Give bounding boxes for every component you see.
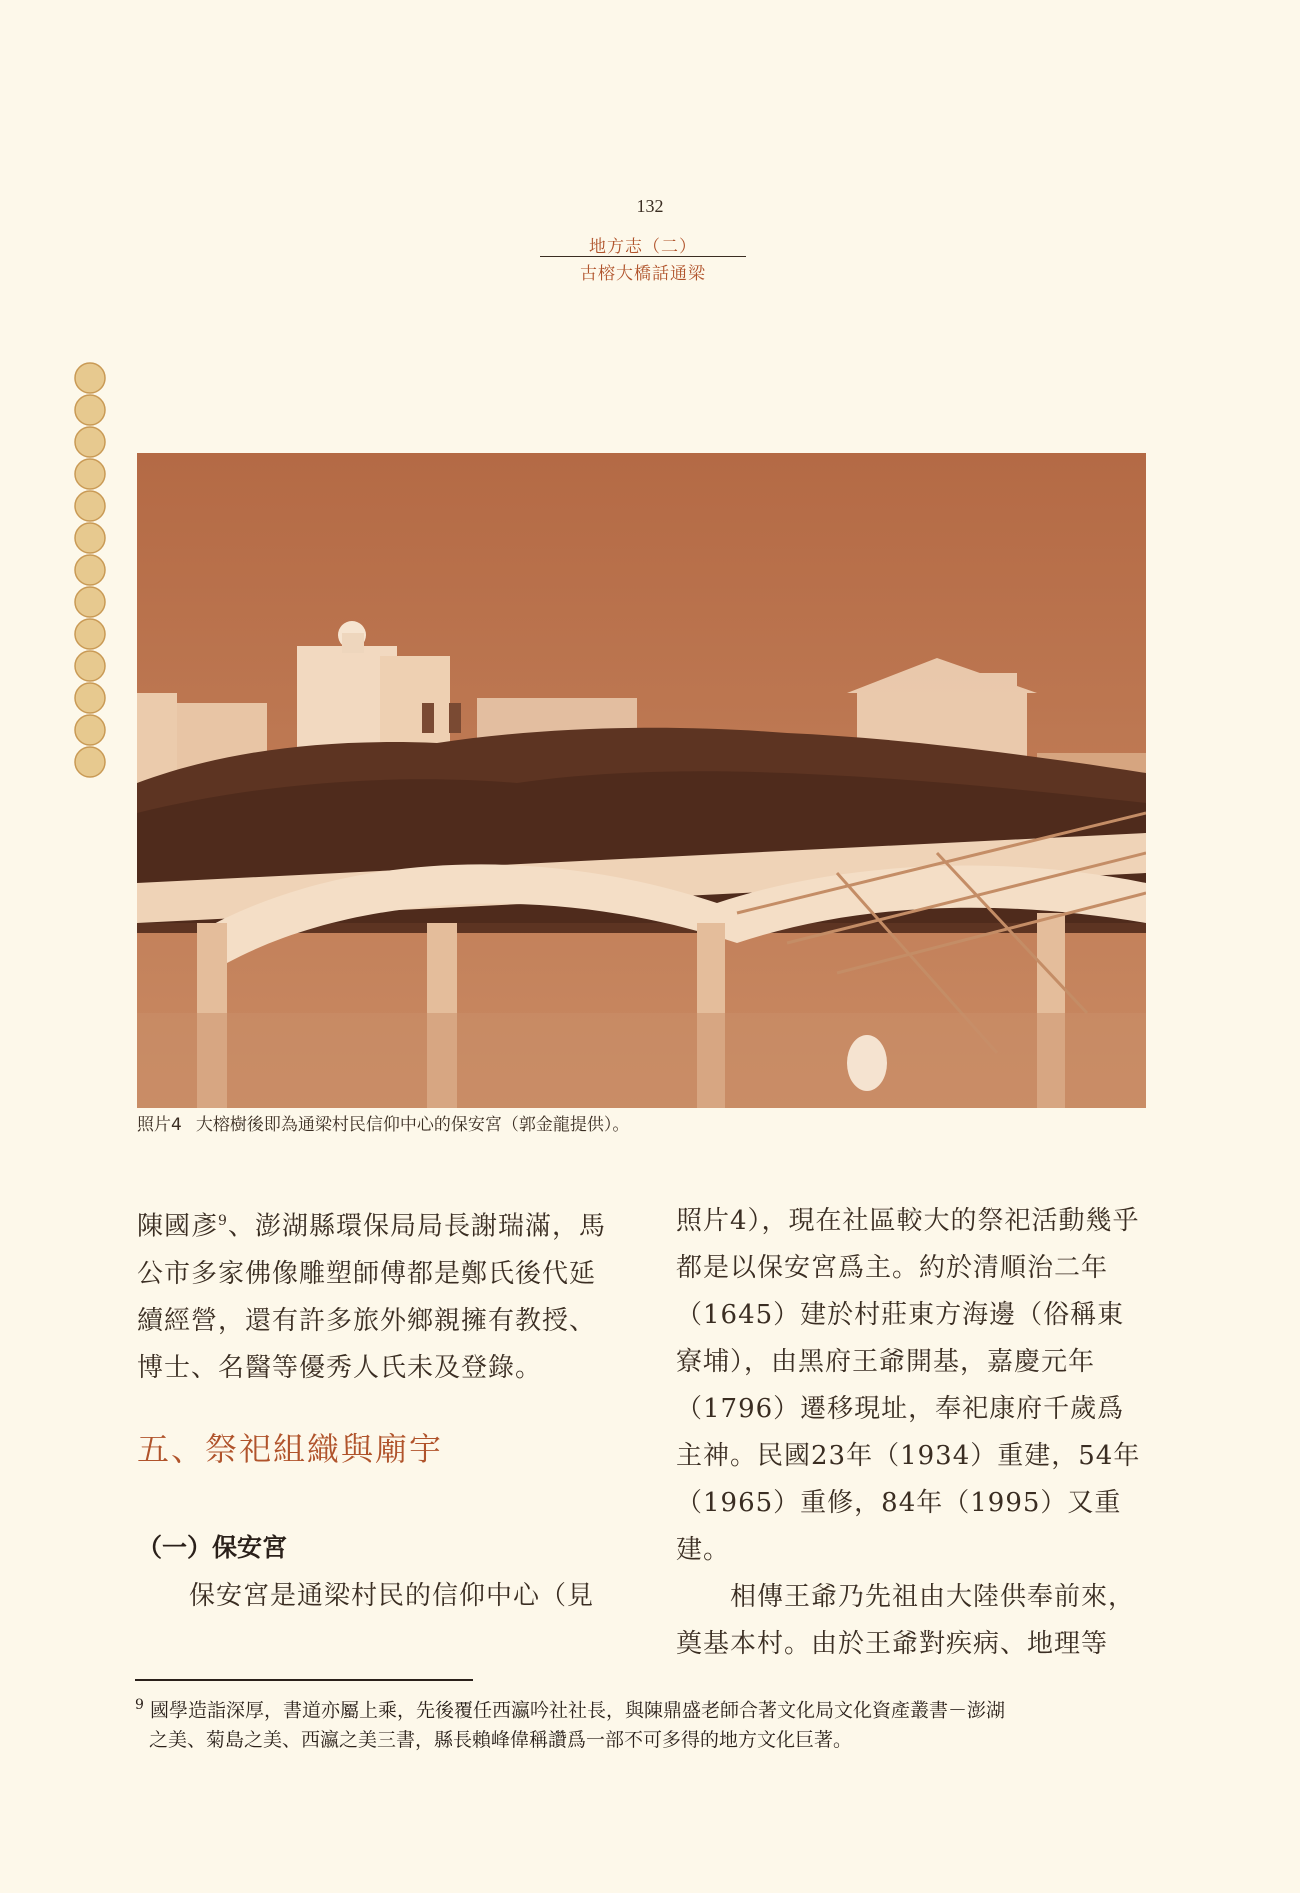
margin-ornament	[72, 362, 108, 786]
left-paragraph-1	[137, 1198, 607, 1392]
left-paragraph-2: 保安宮是通梁村民的信仰中心（見	[189, 1581, 595, 1611]
sub-heading: （一）保安宮	[137, 1533, 288, 1562]
ornament-rosettes-icon	[72, 362, 108, 782]
page-number: 132	[636, 196, 664, 216]
running-header-title: 地方志（二）	[589, 237, 697, 257]
footnote-reference: 9	[218, 1213, 228, 1229]
left-column	[137, 1198, 607, 1392]
footnote-rule	[135, 1679, 473, 1681]
footnote-text-1: 國學造詣深厚，書道亦屬上乘，先後覆任西瀛吟社社長，與陳鼎盛老師合著文化局文化資產叢書－澎湖	[149, 1699, 1005, 1722]
photo-caption	[137, 1110, 1137, 1135]
caption-label: 照片4	[137, 1115, 182, 1135]
footnote	[135, 1690, 1147, 1755]
photo-banyan-temple	[137, 453, 1146, 1108]
section-heading: 五、祭祀組織與廟宇	[137, 1430, 444, 1468]
paragraph-text-rest: 、澎湖縣環保局局長謝瑞滿，馬公市多家佛像雕塑師傅都是鄭氏後代延續經營，還有許多旅外鄉親擁有教授、博士、名醫等優秀人氏未及登錄。	[137, 1211, 606, 1383]
running-header-rule	[540, 256, 746, 257]
running-header-subtitle: 古榕大橋話通梁	[580, 264, 706, 284]
caption-text: 大榕樹後即為通梁村民信仰中心的保安宮（郭金龍提供）。	[195, 1115, 630, 1135]
footnote-line-2: 之美、菊島之美、西瀛之美三書，縣長賴峰偉稱讚爲一部不可多得的地方文化巨著。	[149, 1729, 853, 1752]
right-column	[676, 1198, 1146, 1668]
right-paragraph-2: 相傳王爺乃先祖由大陸供奉前來，奠基本村。由於王爺對疾病、地理等	[676, 1582, 1136, 1659]
right-paragraph-1: 照片4），現在社區較大的祭祀活動幾乎都是以保安宮爲主。約於清順治二年（1645）建於村莊東方海邊（俗稱東寮埔），由黑府王爺開基，嘉慶元年（1796）遷移現址，奉祀康府千歲爲主神。民國23年（1934）重建，54年（1965）重修，84年（1995）又重建。	[676, 1206, 1141, 1565]
footnote-marker: 9	[135, 1697, 144, 1713]
footnote-line-1	[135, 1690, 1147, 1725]
paragraph-text-start: 陳國彥	[137, 1211, 219, 1242]
